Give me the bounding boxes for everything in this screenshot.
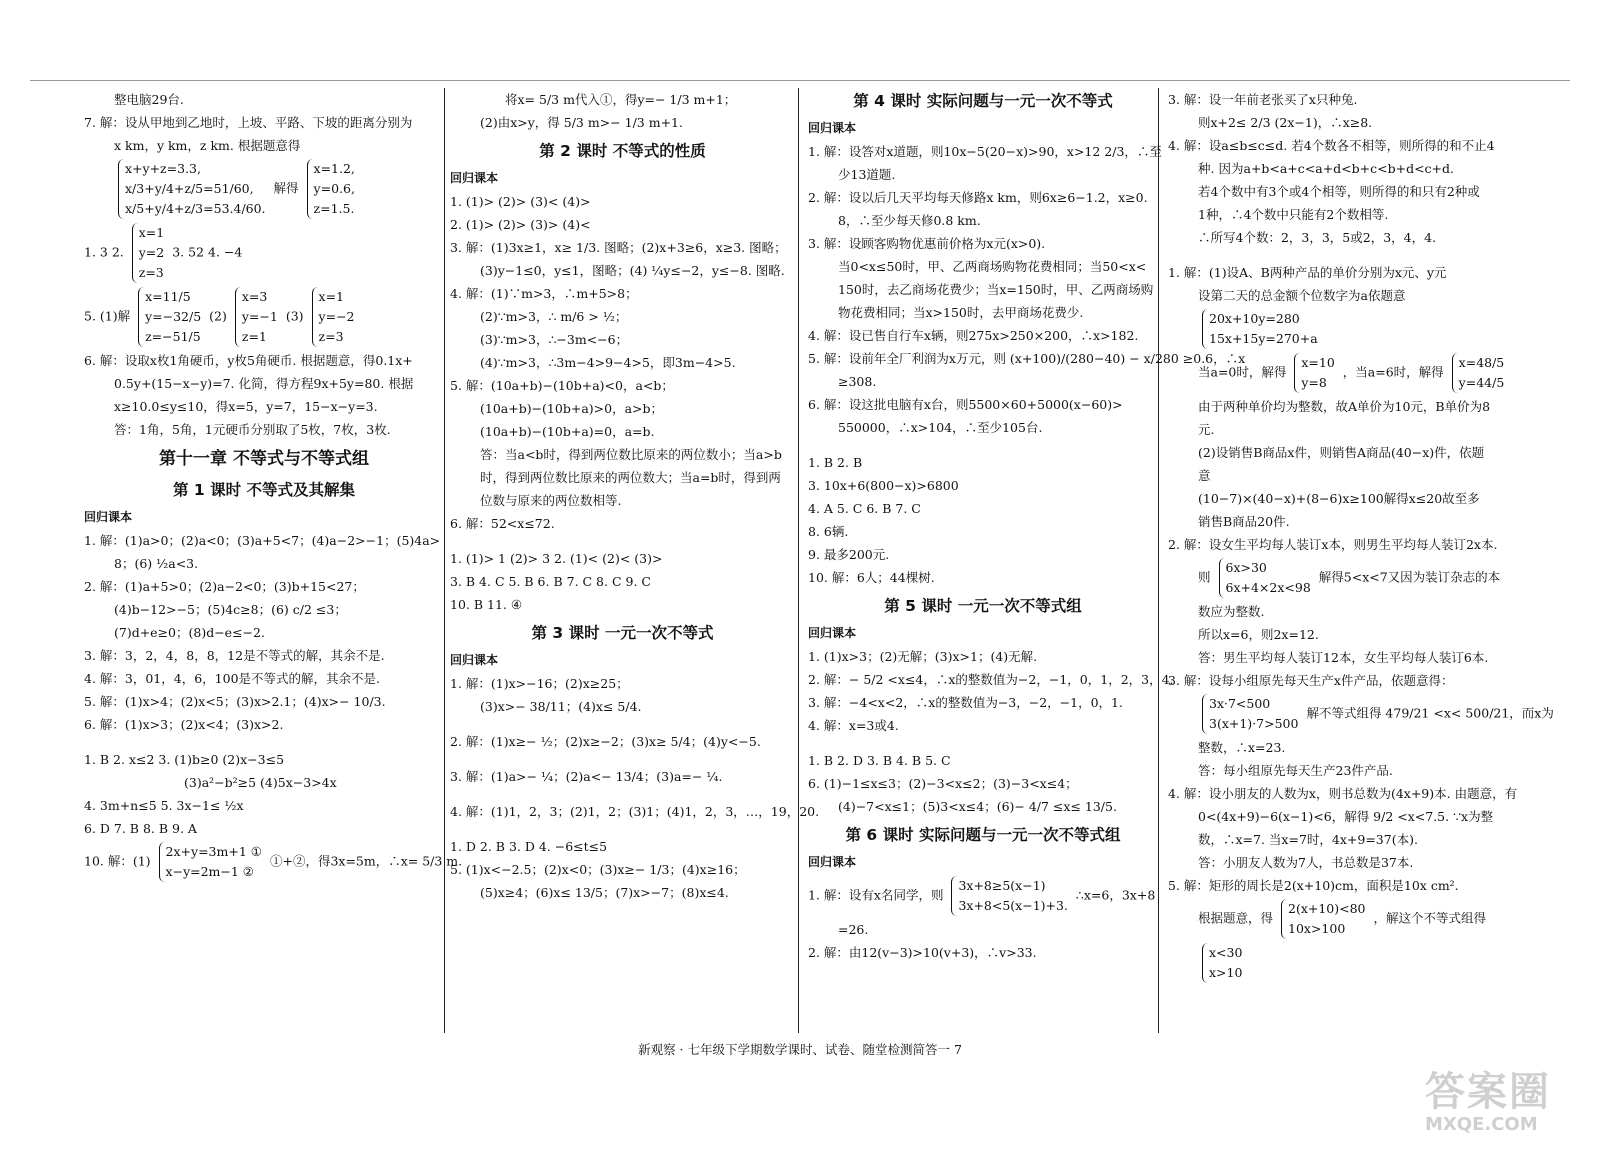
lesson-title: 第 1 课时 不等式及其解集 — [173, 481, 355, 499]
text-line: 3. 解：(1)3x≥1，x≥ 1/3. 图略；(2)x+3≥6，x≥3. 图略； — [450, 240, 787, 255]
text-line: (5)x≥4；(6)x≤ 13/5；(7)x>−7；(8)x≤4. — [480, 885, 729, 900]
column-divider — [1158, 88, 1159, 1033]
text-line: 6. 解：设这批电脑有x台，则5500×60+5000(x−60)> — [808, 397, 1123, 412]
equation-system-line: 根据题意，得 2(x+10)<80 10x>100 ，解这个不等式组得 — [1168, 897, 1548, 941]
solution-system: x=1 y=−2 z=3 — [312, 287, 355, 347]
text-line: 由于两种单价均为整数，故A单价为10元，B单价为8 — [1198, 399, 1491, 414]
lesson-title: 第 4 课时 实际问题与一元一次不等式 — [853, 92, 1113, 110]
text-line: 5. 解：设前年全厂利润为x万元，则 (x+100)/(280−40) − x/280 ≥0.6，∴x — [808, 351, 1246, 366]
text-line: 答：小朋友人数为7人，书总数是37本. — [1198, 855, 1414, 870]
text-line: 7. 解：设从甲地到乙地时，上坡、平路、下坡的距离分别为 — [84, 115, 413, 130]
text-line: 1. 解：设答对x道题，则10x−5(20−x)>90，x>12 2/3，∴至 — [808, 144, 1162, 159]
text-line: (4)∵m>3，∴3m−4>9−4>5，即3m−4>5. — [480, 355, 736, 370]
text-line: (3)x>− 38/11；(4)x≤ 5/4. — [480, 699, 642, 714]
text-line: 1. D 2. B 3. D 4. −6≤t≤5 — [450, 839, 608, 854]
text-line: 4. 解：3，01，4，6，100是不等式的解，其余不是. — [84, 671, 380, 686]
text-line: 若4个数中有3个或4个相等，则所得的和只有2种或 — [1198, 184, 1480, 199]
text-line: 6. 解：设取x枚1角硬币，y枚5角硬币. 根据题意，得0.1x+ — [84, 353, 413, 368]
answer-column-1 — [84, 88, 463, 884]
text-line: 3. 10x+6(800−x)>6800 — [808, 478, 959, 493]
text-line: 4. 解：(1)∵m>3，∴m+5>8； — [450, 286, 638, 301]
text-line: 0.5y+(15−x−y)=7. 化简，得方程9x+5y=80. 根据 — [114, 376, 414, 391]
text-line: 4. A 5. C 6. B 7. C — [808, 501, 921, 516]
section-label: 回归课本 — [808, 855, 857, 869]
inequality-system: 2(x+10)<80 10x>100 — [1281, 899, 1366, 939]
section-label: 回归课本 — [450, 171, 499, 185]
section-label: 回归课本 — [450, 653, 499, 667]
equation-system-line: 3x·7<500 3(x+1)·7>500 解不等式组得 479/21 <x< 500/21，而x为 — [1168, 692, 1548, 736]
equation-system-line — [1168, 941, 1548, 985]
text-line: 0<(4x+9)−6(x−1)<6，解得 9/2 <x<7.5. ∵x为整 — [1198, 809, 1494, 824]
equation-system-line: x+y+z=3.3, x/3+y/4+z/5=51/60, x/5+y/4+z/3=53.4/60. 解得 x=1.2, y=0.6, z=1.5. — [84, 157, 444, 221]
text-line: (10−7)×(40−x)+(8−6)x≥100解得x≤20故至多 — [1198, 491, 1480, 506]
text-line: 5. 解：矩形的周长是2(x+10)cm，面积是10x cm². — [1168, 878, 1459, 893]
lesson-title: 第 6 课时 实际问题与一元一次不等式组 — [845, 826, 1121, 844]
top-rule — [30, 80, 1570, 81]
text-line: 元. — [1198, 422, 1215, 437]
text-line: 种. 因为a+b<a+c<a+d<b+c<b+d<c+d. — [1198, 161, 1454, 176]
inequality-system: 6x>30 6x+4×2x<98 — [1219, 558, 1311, 598]
text-line: 2. 解：由12(v−3)>10(v+3)，∴v>33. — [808, 945, 1037, 960]
text-line: 2. (1)> (2)> (3)> (4)< — [450, 217, 591, 232]
inequality-system: 3x·7<500 3(x+1)·7>500 — [1202, 694, 1298, 734]
text-line: 4. 解：设小朋友的人数为x，则书总数为(4x+9)本. 由题意，有 — [1168, 786, 1518, 801]
text-line: 3. B 4. C 5. B 6. B 7. C 8. C 9. C — [450, 574, 651, 589]
solution-system: x=11/5 y=−32/5 z=−51/5 — [138, 287, 201, 347]
equation-system-line: 1. 3 2. x=1 y=2 z=3 3. 52 4. −4 — [84, 221, 444, 285]
text-line: 1. B 2. x≤2 3. (1)b≥0 (2)x−3≤5 — [84, 752, 285, 767]
text-line: 3. 解：设一年前老张买了x只种兔. — [1168, 92, 1358, 107]
text-line: 1. B 2. D 3. B 4. B 5. C — [808, 753, 951, 768]
text-line: 销售B商品20件. — [1198, 514, 1290, 529]
text-line: (4)b−12>−5；(5)4c≥8；(6) c/2 ≤3； — [114, 602, 347, 617]
text-line: 位数与原来的两位数相等. — [480, 493, 622, 508]
text-line: 4. 解：设已售自行车x辆，则275x>250×200，∴x>182. — [808, 328, 1139, 343]
text-line: 3. 解：(1)a>− ¼；(2)a<− 13/4；(3)a=− ¼. — [450, 769, 723, 784]
text-line: 意 — [1198, 468, 1211, 483]
equation-system-line: 5. (1)解 x=11/5 y=−32/5 z=−51/5 (2) x=3 y=−1 z=1 (3) x=1 y=−2 z=3 — [84, 285, 444, 349]
section-label: 回归课本 — [808, 121, 857, 135]
solution-system: x=1.2, y=0.6, z=1.5. — [307, 159, 355, 219]
text-line: 所以x=6，则2x=12. — [1198, 627, 1319, 642]
text-line: 4. 解：x=3或4. — [808, 718, 899, 733]
section-label: 回归课本 — [808, 626, 857, 640]
text-line: =26. — [838, 922, 869, 937]
column-divider — [798, 88, 799, 1033]
text-line: 9. 最多200元. — [808, 547, 890, 562]
text-line: 整数，∴x=23. — [1198, 740, 1286, 755]
solution-system: x=1 y=2 z=3 — [132, 223, 165, 283]
equation-system-line: 1. 解：设有x名同学，则 3x+8≥5(x−1) 3x+8<5(x−1)+3. ∴x=6，3x+8 — [808, 874, 1158, 918]
text-line: (2)设销售B商品x件，则销售A商品(40−x)件，依题 — [1198, 445, 1485, 460]
watermark-url: MXQE.COM — [1425, 1114, 1538, 1135]
lesson-title: 第 2 课时 不等式的性质 — [539, 142, 706, 160]
text-line: 3. 解：−4<x<2，∴x的整数值为−3，−2，−1，0，1. — [808, 695, 1123, 710]
text-line: 1. (1)x>3；(2)无解；(3)x>1；(4)无解. — [808, 649, 1038, 664]
text-line: 6. 解：52<x≤72. — [450, 516, 555, 531]
text-line: 6. D 7. B 8. B 9. A — [84, 821, 197, 836]
text-line: 2. 解：设以后几天平均每天修路x km，则6x≥6−1.2，x≥0. — [808, 190, 1148, 205]
text-line: 设第二天的总金额个位数字为a依题意 — [1198, 288, 1406, 303]
text-line: 2. 解：设女生平均每人装订x本，则男生平均每人装订2x本. — [1168, 537, 1498, 552]
text-line: 6. 解：(1)x>3；(2)x<4；(3)x>2. — [84, 717, 284, 732]
text-line: 5. 解：(10a+b)−(10b+a)<0，a<b； — [450, 378, 674, 393]
text-line: 答：每小组原先每天生产23件产品. — [1198, 763, 1393, 778]
text-line: 将x= 5/3 m代入①，得y=− 1/3 m+1； — [505, 92, 737, 107]
text-line: ≥308. — [838, 374, 877, 389]
text-line: (3)y−1≤0，y≤1，图略；(4) ¼y≤−2，y≤−8. 图略. — [480, 263, 785, 278]
text-line: 10. B 11. ④ — [450, 597, 523, 612]
text-line: 则x+2≤ 2/3 (2x−1)，∴x≥8. — [1198, 115, 1373, 130]
answer-column-4 — [1168, 88, 1554, 985]
text-line: 1种，∴4个数中只能有2个数相等. — [1198, 207, 1389, 222]
equation-system-line: 当a=0时，解得 x=10 y=8 ，当a=6时，解得 x=48/5 y=44/5 — [1168, 351, 1548, 395]
text-line: 5. (1)x<−2.5；(2)x<0；(3)x≥− 1/3；(4)x≥16； — [450, 862, 746, 877]
solution-system: x=3 y=−1 z=1 — [235, 287, 278, 347]
text-line: 整电脑29台. — [114, 92, 184, 107]
text-line: 物花费相同；当x>150时，去甲商场花费少. — [838, 305, 1084, 320]
text-line: 时，得到两位数比原来的两位数大；当a=b时，得到两 — [480, 470, 781, 485]
equation-system: 2x+y=3m+1 ① x−y=2m−1 ② — [159, 842, 262, 882]
text-line: (3)a²−b²≥5 (4)5x−3>4x — [184, 775, 337, 790]
text-line: 数应为整数. — [1198, 604, 1265, 619]
text-line: (2)∵m>3，∴ m/6 > ½； — [480, 309, 628, 324]
watermark-text: 答案圈 — [1425, 1069, 1551, 1115]
equation-system-line — [1168, 307, 1548, 351]
text-line: 150时，去乙商场花费少；当x=150时，甲、乙两商场购 — [838, 282, 1154, 297]
solution-system: x<30 x>10 — [1202, 943, 1242, 983]
text-line: 少13道题. — [838, 167, 896, 182]
lesson-title: 第 5 课时 一元一次不等式组 — [884, 597, 1082, 615]
text-line: (7)d+e≥0；(8)d−e≤−2. — [114, 625, 265, 640]
text-line: 6. (1)−1≤x≤3；(2)−3<x≤2；(3)−3<x≤4； — [808, 776, 1078, 791]
text-line: 2. 解：− 5/2 <x≤4，∴x的整数值为−2，−1，0，1，2，3，4. — [808, 672, 1174, 687]
text-line: 2. 解：(1)x≥− ½；(2)x≥−2；(3)x≥ 5/4；(4)y<−5. — [450, 734, 761, 749]
text-line: 8，∴至少每天修0.8 km. — [838, 213, 981, 228]
answer-column-2 — [450, 88, 820, 904]
text-line: 1. 解：(1)a>0；(2)a<0；(3)a+5<7；(4)a−2>−1；(5)4a> — [84, 533, 441, 548]
text-line: 1. (1)> (2)> (3)< (4)> — [450, 194, 591, 209]
text-line: 答：当a<b时，得到两位数比原来的两位数小；当a>b — [480, 447, 782, 462]
text-line: (2)由x>y，得 5/3 m>− 1/3 m+1. — [480, 115, 683, 130]
text-line: 数，∴x=7. 当x=7时，4x+9=37(本). — [1198, 832, 1418, 847]
text-line: 1. 解：(1)x>−16；(2)x≥25； — [450, 676, 629, 691]
equation-system-line: 则 6x>30 6x+4×2x<98 解得5<x<7又因为装订杂志的本 — [1168, 556, 1548, 600]
text-line: 3. 解：设每小组原先每天生产x件产品，依题意得： — [1168, 673, 1454, 688]
equation-system: x+y+z=3.3, x/3+y/4+z/5=51/60, x/5+y/4+z/3=53.4/60. — [118, 159, 266, 219]
text-line: 8；(6) ½a<3. — [114, 556, 199, 571]
text-line: 8. 6辆. — [808, 524, 849, 539]
watermark-logo — [1425, 1070, 1575, 1150]
text-line: x≥10.0≤y≤10，得x=5，y=7，15−x−y=3. — [114, 399, 378, 414]
text-line: 1. (1)> 1 (2)> 3 2. (1)< (2)< (3)> — [450, 551, 663, 566]
equation-system-line: 10. 解：(1) 2x+y=3m+1 ① x−y=2m−1 ② ①+②，得3x=5m，∴x= 5/3 m. — [84, 840, 444, 884]
column-divider — [444, 88, 445, 1033]
text-line: 5. 解：(1)x>4；(2)x<5；(3)x>2.1；(4)x>− 10/3. — [84, 694, 386, 709]
solution-system: x=48/5 y=44/5 — [1452, 353, 1505, 393]
text-line: 当0<x≤50时，甲、乙两商场购物花费相同；当50<x< — [838, 259, 1147, 274]
text-line: x km，y km，z km. 根据题意得 — [114, 138, 301, 153]
chapter-title: 第十一章 不等式与不等式组 — [159, 449, 369, 469]
page-footer: 新观察 · 七年级下学期数学课时、试卷、随堂检测简答一 7 — [638, 1042, 962, 1057]
text-line: 答：1角，5角，1元硬币分别取了5枚，7枚，3枚. — [114, 422, 391, 437]
text-line: 550000，∴x>104，∴至少105台. — [838, 420, 1043, 435]
text-line: (4)−7<x≤1；(5)3<x≤4；(6)− 4/7 ≤x≤ 13/5. — [838, 799, 1117, 814]
text-line: 4. 解：设a≤b≤c≤d. 若4个数各不相等，则所得的和不止4 — [1168, 138, 1495, 153]
lesson-title: 第 3 课时 一元一次不等式 — [531, 624, 714, 642]
text-line: 2. 解：(1)a+5>0；(2)a−2<0；(3)b+15<27； — [84, 579, 365, 594]
text-line: (10a+b)−(10b+a)=0，a=b. — [480, 424, 655, 439]
section-label: 回归课本 — [84, 510, 133, 524]
text-line: (3)∵m>3，∴−3m<−6； — [480, 332, 629, 347]
text-line: 4. 解：(1)1，2，3；(2)1，2；(3)1；(4)1，2，3，…，19，20. — [450, 804, 820, 819]
text-line: 答：男生平均每人装订12本，女生平均每人装订6本. — [1198, 650, 1489, 665]
text-line: (10a+b)−(10b+a)>0，a>b； — [480, 401, 664, 416]
text-line: 10. 解：6人；44棵树. — [808, 570, 935, 585]
text-line: 1. B 2. B — [808, 455, 863, 470]
text-line: 4. 3m+n≤5 5. 3x−1≤ ½x — [84, 798, 244, 813]
text-line: 3. 解：设顾客购物优惠前价格为x元(x>0). — [808, 236, 1046, 251]
inequality-system: 3x+8≥5(x−1) 3x+8<5(x−1)+3. — [951, 876, 1068, 916]
solution-system: x=10 y=8 — [1294, 353, 1334, 393]
text-line: 3. 解：3，2，4，8，8，12是不等式的解，其余不是. — [84, 648, 385, 663]
equation-system: 20x+10y=280 15x+15y=270+a — [1202, 309, 1318, 349]
text-line: ∴所写4个数：2，3，3，5或2，3，4，4. — [1198, 230, 1437, 245]
text-line: 1. 解：(1)设A、B两种产品的单价分别为x元、y元 — [1168, 265, 1447, 280]
